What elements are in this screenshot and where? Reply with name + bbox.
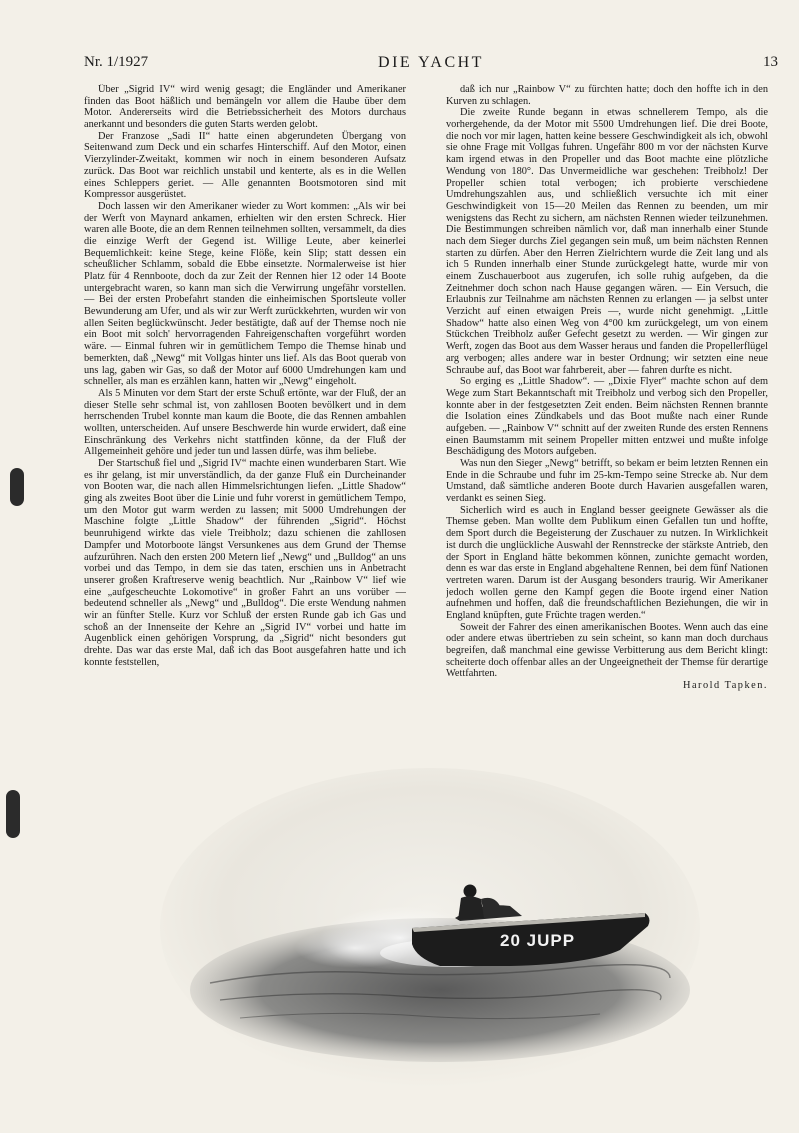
paragraph: Die zweite Runde begann in etwas schnellerem Tempo, als die vorhergehende, da der Motor mit 5500 Umdrehungen lief. Die drei Boote, die noch vor mir lagen, hatten keine bessere Geschwindigkeit als ich, obwohl sie ohne Frage mit Vollgas fuhren. Ungefähr 800 m vor der nächsten Kurve kam irgend etwas in den Propeller und das Boot machte eine plötzliche Wendung von 180°. Das Unvermeidliche war geschehen: Treibholz! Der Propeller schien total verbogen; ich probierte verschiedene Umdrehungszahlen aus, und schließlich versuchte ich mit einer Geschwindigkeit von 15—20 Meilen das Rennen zu beenden, um mir wenigstens das Recht zu sichern, am nächsten Rennen wieder teilzunehmen. Die Bestimmungen schreiben nämlich vor, daß man innerhalb einer Stunde nach dem Sieger durchs Ziel gegangen sein muß, um beim nächsten Rennen starten zu dürfen. Aber den Herren Zielrichtern wurde die Zeit lang und als ich 5 Runden innerhalb einer Stunde zurückgelegt hatte, wurde mir von einem Zuschauerboot aus zugerufen, ich solle ruhig aufgeben, da die Zeitnehmer doch schon nach Hause gegangen wären. — Ein Versuch, die Erlaubnis zur Teilnahme am nächsten Rennen zu erlangen — ja selbst unter Verzicht auf einen etwaigen Preis —, wurde nicht genehmigt. „Little Shadow“ hatte also einen Weg von 4°00 km zurückgelegt, um von einem Stückchen Treibholz außer Gefecht gesetzt zu werden. — Wir gingen zur Werft, zogen das Boot aus dem Wasser heraus und fanden die Propellerflügel arg verbogen; alles andere war in bester Ordnung; wir setzten eine neue Schraube auf, das Boot war fahrbereit, aber — fahren durfte es nicht. <box>446 107 768 376</box>
page-header <box>84 54 778 76</box>
paragraph: So erging es „Little Shadow“. — „Dixie Flyer“ machte schon auf dem Wege zum Start Bekanntschaft mit Treibholz und verbog sich den Propeller, konnte aber in der festgesetzten Zeit enden. Beim nächsten Rennen brannte die Isolation eines Zündkabels und das Boot mußte nach einer Runde aufgeben. — „Rainbow V“ schnitt auf der zweiten Runde des ersten Rennens einen Baumstamm mit seinem Propeller mitten entzwei und mußte infolge Beschädigung des Motors aufgeben. <box>446 376 768 458</box>
paragraph: Soweit der Fahrer des einen amerikanischen Bootes. Wenn auch das eine oder andere etwas übertrieben zu sein scheint, so kann man doch durchaus begreifen, daß manchmal eine gewisse Verbitterung aus dem Bericht klingt: scheiterte doch offenbar alles an der Ungeeignetheit der Themse für derartige Wettfahrten. <box>446 621 768 680</box>
paragraph: Doch lassen wir den Amerikaner wieder zu Wort kommen: „Als wir bei der Werft von Maynard ankamen, erhielten wir den ersten Schreck. Hier waren alle Boote, die an dem Rennen teilnehmen sollten, versammelt, da dies die einzige Werft der Gegend ist. Willige Leute, aber keinerlei Bequemlichkeit: keine Stege, keine Flöße, kein Slip; statt dessen ein scheußlicher Schlamm, sobald die Ebbe einsetzte. Normalerweise ist hier Platz für 4 Rennboote, doch da zur Zeit der Rennen hier 12 oder 14 Boote untergebracht waren, so kann man sich die Verwirrung ungefähr vorstellen. — Bei der ersten Probefahrt standen die einheimischen Sportsleute voller Bewunderung am Ufer, und als wir zur Werft zurückkehrten, wurden wir von allen Seiten beglückwünscht. Jeder bestätigte, daß auf der Themse noch nie ein Boot mit solch' hervorragenden Fahreigenschaften vorgeführt worden wäre. — Einmal fuhren wir in gemütlichem Tempo die Themse hinab und bemerkten, daß „Newg“ mit Vollgas hinter uns lief. Als das Boot querab von uns lag, gaben wir Gas, so daß der Motor auf 6000 Umdrehungen kam und schneller, als man es erzählen kann, hatten wir „Newg“ eingeholt. <box>84 200 406 388</box>
hull-marking-text: 20 JUPP <box>500 931 576 950</box>
driver-body <box>458 896 484 920</box>
left-column <box>84 84 406 764</box>
binder-hole-mark <box>10 468 24 506</box>
paragraph: Was nun den Sieger „Newg“ betrifft, so bekam er beim letzten Rennen ein Ende in die Schraube und fuhr im 25-km-Tempo seine Strecke ab. Nur dem Umstand, daß sämtliche anderen Boote durch Havarien ausgefallen waren, verdankt es seinen Sieg. <box>446 458 768 505</box>
speedboat-photo <box>150 768 710 1113</box>
issue-number: Nr. 1/1927 <box>84 54 149 70</box>
paragraph: daß ich nur „Rainbow V“ zu fürchten hatte; doch den hoffte ich in den Kurven zu schlagen. <box>446 84 768 107</box>
binder-hole-mark <box>6 790 20 838</box>
paragraph: Der Startschuß fiel und „Sigrid IV“ machte einen wunderbaren Start. Wie es ihr gelang, ist mir unverständlich, da der ganze Fluß ein Durcheinander von Booten war, die nach allen Himmelsrichtungen liefen. „Little Shadow“ ging als zweites Boot über die Linie und fuhr vorerst in gemütlichem Tempo, um den Motor gut warm werden zu lassen; mit 5000 Umdrehungen der Maschine folgte „Little Shadow“ der führenden „Sigrid“. Höchst beunruhigend wirkte das viele Treibholz; dazu schienen die zahllosen Dampfer und Motorboote längst Versunkenes aus dem Grund der Themse aufzurühren. Nach den ersten 200 Metern lief „Newg“ und „Bulldog“ an uns vorbei und das Tempo, in dem sie das taten, erschien uns in Anbetracht unserer großen Kraftreserve wenig beachtlich. Nur „Rainbow V“ lief wie eine „aufgescheuchte Lokomotive“ in großer Fahrt an uns vorüber — bedeutend schneller als „Newg“ und „Bulldog“. Die erste Wendung nahmen wir an fünfter Stelle. Kurz vor Schluß der ersten Runde gab ich Gas und schoß an der Innenseite der Kehre an „Sigrid IV“ vorbei und hatte im Augenblick einen gehörigen Vorsprung, da „Sigrid“ nicht besonders gut drehte. Das war das erste Mal, daß ich das Boot ausgefahren hatte und ich konnte feststellen, <box>84 458 406 668</box>
author-signature: Harold Tapken. <box>682 680 768 692</box>
paragraph: Sicherlich wird es auch in England besser geeignete Gewässer als die Themse geben. Man wollte dem Publikum einen Gefallen tun und hoffte, dem Sport durch die Begeisterung der Zuschauer zu nutzen. In Wirklichkeit ist durch die unglückliche Auswahl der Rennstrecke der stärkste Antrieb, den der Sport in England hätte bekommen können, zunichte gemacht worden, denn es war das erste in England abgehaltene Rennen, bei dem fünf Nationen vertreten waren. Darum ist der Ausgang besonders traurig. Wir Amerikaner jedoch wollen gerne den Kampf gegen die Boote irgend einer Nation aufnehmen und hoffen, daß die freundschaftlichen Beziehungen, die wir in England knüpften, gute Früchte tragen werden.“ <box>446 504 768 621</box>
driver-head <box>464 885 477 898</box>
magazine-title: DIE YACHT <box>378 54 484 71</box>
paragraph: Als 5 Minuten vor dem Start der erste Schuß ertönte, war der Fluß, der an dieser Stelle sehr schmal ist, von zahllosen Booten bevölkert und in dem herrschenden Trubel konnte man kaum die Boote, die das Rennen ambahlen wollten, unterscheiden. Auf unsere Beschwerde hin wurde erwidert, daß eine Einschränkung des Verkehrs nicht stattfinden könne, da der Fluß der Allgemeinheit gehöre und jeder tun und lassen dürfe, was ihm beliebe. <box>84 387 406 458</box>
speedboat-illustration <box>150 768 710 1113</box>
page-number: 13 <box>763 54 778 70</box>
paragraph: Über „Sigrid IV“ wird wenig gesagt; die Engländer und Amerikaner finden das Boot häßlich und bemängeln vor allem die Haube über dem Motor. Andererseits wird die Betriebssicherheit des Motors durchaus anerkannt und besonders die guten Starts werden gelobt. <box>84 84 406 131</box>
paragraph: Der Franzose „Sadi II“ hatte einen abgerundeten Übergang von Seitenwand zum Deck und ein scharfes Hinterschiff. Auf den Motor, einen Vierzylinder-Zweitakt, kommen wir noch in einem besonderen Aufsatz zurück. Das Boot war reichlich unstabil und kenterte, als es in die Wellen eines Schleppers geriet. — Alle genannten Bootsmotoren sind mit Kompressor ausgerüstet. <box>84 130 406 201</box>
right-column <box>446 84 768 764</box>
